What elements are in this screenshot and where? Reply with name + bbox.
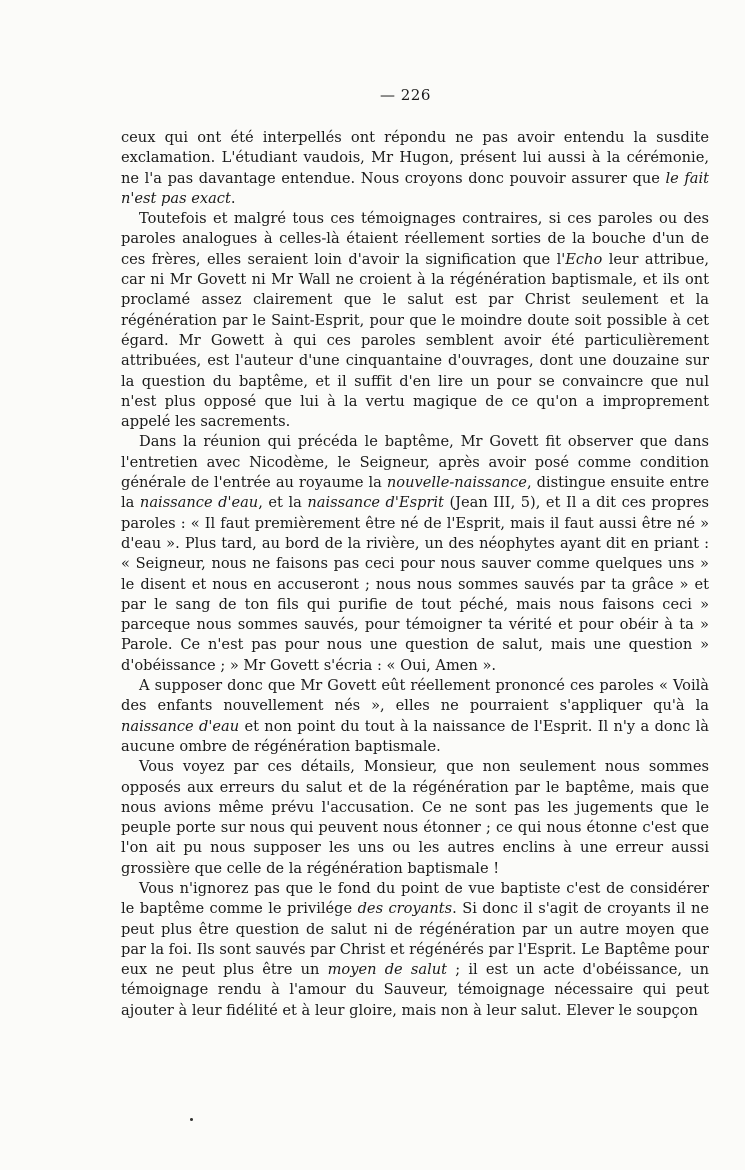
- body-text: [121, 128, 709, 1021]
- paragraph: [121, 209, 709, 432]
- paragraph: [121, 432, 709, 676]
- text-run: leur attribue, car ni Mr Govett ni Mr Wall ne croient à la régénération baptismale, et ils ont proclamé assez clairement que le salut est par Christ seulement et la régénération par le Saint-Esprit, pour que le moindre doute soit possible à cet égard. Mr Gowett à qui ces paroles semblent avoir été particulièrement attribuées, est l'auteur d'une cinquantaine d'ouvrages, dont une douzaine sur la question du baptême, et il suffit d'en lire un pour se convaincre que nul n'est plus opposé que lui à la vertu magique de ce qu'on a improprement appelé les sacrements.: [121, 250, 709, 431]
- italic-text: Echo: [565, 250, 603, 268]
- text-run: Dans la réunion qui précéda le baptême, Mr Govett fit observer que dans l'entretien avec Nicodème, le Seigneur, après avoir posé comme condition générale de l'entrée au royaume la: [121, 433, 709, 492]
- text-run: Vous voyez par ces détails, Monsieur, que non seulement nous sommes opposés aux erreurs du salut et de la régénération par le baptême, mais que nous avions même prévu l'accusation. Ce ne sont pas les jugements que le peuple porte sur nous qui peuvent nous étonner ; ce qui nous étonne c'est que l'on ait pu nous supposer les uns ou les autres enclins à une erreur aussi grossière que celle de la régénération baptismale !: [121, 758, 709, 877]
- italic-text: naissance d'eau: [121, 717, 240, 735]
- italic-text: nouvelle-naissance: [386, 474, 527, 492]
- ink-speck: [190, 1118, 193, 1121]
- text-run: Toutefois et malgré tous ces témoignages contraires, si ces paroles ou des paroles analogues à celles-là étaient réellement sorties de la bouche d'un de ces frères, elles seraient loin d'avoir la signification que l': [121, 210, 709, 268]
- text-run: , distingue ensuite entre la: [121, 474, 710, 512]
- paragraph: [121, 128, 709, 209]
- text-run: ; il est un acte d'obéissance, un témoignage rendu à l'amour du Sauveur, témoignage nécessaire qui peut ajouter à leur fidélité et à leur gloire, mais non à leur salut. Elever le soupçon: [121, 961, 709, 1019]
- text-run: , et la: [258, 494, 308, 512]
- italic-text: naissance d'eau: [139, 494, 259, 512]
- text-run: et non point du tout à la naissance de l'Esprit. Il n'y a donc là aucune ombre de régénération baptismale.: [121, 717, 709, 755]
- text-run: Vous n'ignorez pas que le fond du point de vue baptiste c'est de considérer le baptême comme le privilége: [121, 879, 709, 918]
- italic-text: des croyants: [357, 900, 453, 918]
- paragraph: [121, 757, 709, 879]
- text-run: A supposer donc que Mr Govett eût réellement prononcé ces paroles « Voilà des enfants nouvellement nés », elles ne pourraient s'appliquer qu'à la: [121, 677, 709, 715]
- paragraph: [121, 879, 709, 1021]
- page-number: — 226: [380, 86, 431, 104]
- text-run: . Si donc il s'agit de croyants il ne peut plus être question de salut ni de régénération par un autre moyen que par la foi. Ils sont sauvés par Christ et régénérés par l'Esprit. Le Baptême pour eux ne peut plus être un: [121, 900, 709, 979]
- text-run: ceux qui ont été interpellés ont répondu ne pas avoir entendu la susdite exclamation. L'étudiant vaudois, Mr Hugon, présent lui aussi à la cérémonie, ne l'a pas davantage entendue. Nous croyons donc pouvoir assurer que: [121, 129, 709, 187]
- italic-text: moyen de salut: [327, 961, 448, 979]
- italic-text: naissance d'Esprit: [307, 494, 444, 512]
- text-run: (Jean III, 5), et Il a dit ces propres paroles : « Il faut premièrement être né de l'Esprit, mais il faut aussi être né » d'eau ». Plus tard, au bord de la rivière, un des néophytes ayant dit en priant : « Seigneur, nous ne faisons pas ceci pour nous sauver comme quelques uns » le disent et nous en accuseront ; nous nous sommes sauvés par ta grâce » et par le sang de ton fils qui purifie de tout péché, mais nous faisons ceci » parceque nous sommes sauvés, pour témoigner ta vérité et pour obéir à ta » Parole. Ce n'est pas pour nous une question de salut, mais une question » d'obéissance ; » Mr Govett s'écria : « Oui, Amen ».: [121, 494, 709, 674]
- paragraph: [121, 676, 709, 757]
- text-run: .: [230, 189, 236, 207]
- italic-text: le fait n'est pas exact: [121, 169, 710, 207]
